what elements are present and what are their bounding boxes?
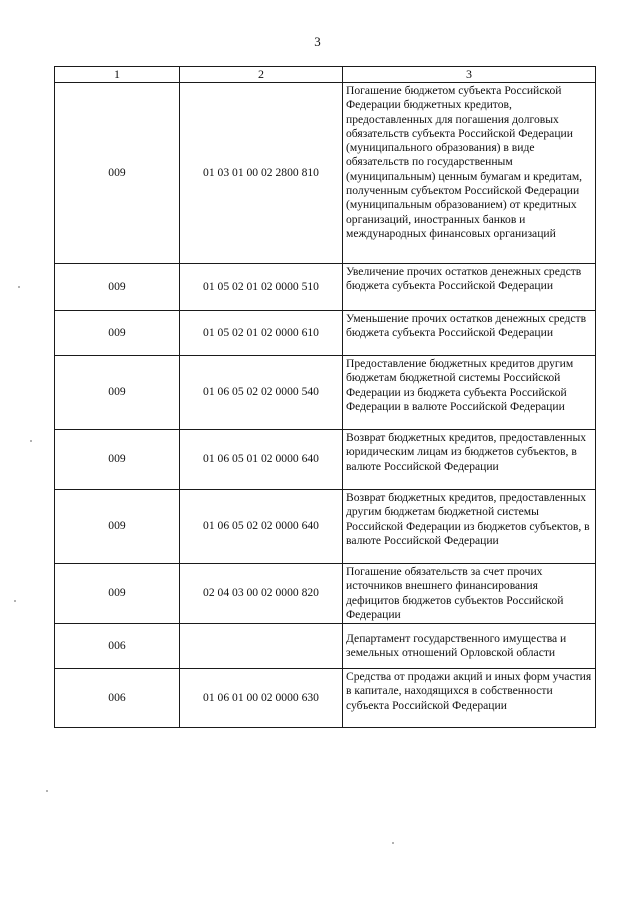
table-row xyxy=(55,430,596,490)
source-code-cell: 01 05 02 01 02 0000 510 xyxy=(180,264,343,311)
table-row xyxy=(55,83,596,264)
source-code-cell: 01 05 02 01 02 0000 610 xyxy=(180,311,343,356)
table-row xyxy=(55,669,596,728)
table-row xyxy=(55,490,596,564)
admin-code-cell: 009 xyxy=(55,490,180,564)
admin-code-cell: 009 xyxy=(55,83,180,264)
scan-speck xyxy=(14,600,16,602)
source-code-cell: 01 06 05 02 02 0000 540 xyxy=(180,356,343,430)
source-name-cell: Увеличение прочих остатков денежных средств бюджета субъекта Российской Федерации xyxy=(343,264,596,311)
source-name-cell: Уменьшение прочих остатков денежных средств бюджета субъекта Российской Федерации xyxy=(343,311,596,356)
column-header-2: 2 xyxy=(180,67,343,83)
source-code-cell xyxy=(180,624,343,669)
column-header-3: 3 xyxy=(343,67,596,83)
source-name-cell: Департамент государственного имущества и земельных отношений Орловской области xyxy=(343,624,596,669)
source-code-cell: 01 06 05 02 02 0000 640 xyxy=(180,490,343,564)
table-row xyxy=(55,264,596,311)
page-number: 3 xyxy=(314,34,321,49)
source-code-cell: 01 06 01 00 02 0000 630 xyxy=(180,669,343,728)
source-code-cell: 01 03 01 00 02 2800 810 xyxy=(180,83,343,264)
budget-sources-table xyxy=(54,66,596,728)
table-row xyxy=(55,311,596,356)
source-code-cell: 02 04 03 00 02 0000 820 xyxy=(180,564,343,624)
admin-code-cell: 009 xyxy=(55,264,180,311)
scan-speck xyxy=(30,440,32,442)
source-name-cell: Погашение обязательств за счет прочих источников внешнего финансирования дефицитов бюджетов субъектов Российской Федерации xyxy=(343,564,596,624)
admin-code-cell: 009 xyxy=(55,430,180,490)
source-name-cell: Погашение бюджетом субъекта Российской Федерации бюджетных кредитов, предоставленных для погашения долговых обязательств субъекта Российской Федерации (муниципального образования) в виде обязательств по государственным (муниципальным) ценным бумагам и кредитам, полученным субъектом Российской Федерации (муниципальным образованием) от кредитных организаций, иностранных банков и международных финансовых организаций xyxy=(343,83,596,264)
scan-speck xyxy=(392,842,394,844)
scan-speck xyxy=(18,286,20,288)
source-name-cell: Средства от продажи акций и иных форм участия в капитале, находящихся в собственности субъекта Российской Федерации xyxy=(343,669,596,728)
table-row xyxy=(55,356,596,430)
admin-code-cell: 009 xyxy=(55,564,180,624)
source-code-cell: 01 06 05 01 02 0000 640 xyxy=(180,430,343,490)
column-header-1: 1 xyxy=(55,67,180,83)
admin-code-cell: 006 xyxy=(55,624,180,669)
table-row xyxy=(55,564,596,624)
table-header-row xyxy=(55,67,596,83)
admin-code-cell: 009 xyxy=(55,311,180,356)
admin-code-cell: 006 xyxy=(55,669,180,728)
source-name-cell: Предоставление бюджетных кредитов другим бюджетам бюджетной системы Российской Федерации из бюджета субъекта Российской Федерации в валюте Российской Федерации xyxy=(343,356,596,430)
admin-code-cell: 009 xyxy=(55,356,180,430)
table-row xyxy=(55,624,596,669)
source-name-cell: Возврат бюджетных кредитов, предоставленных юридическим лицам из бюджетов субъектов, в валюте Российской Федерации xyxy=(343,430,596,490)
source-name-cell: Возврат бюджетных кредитов, предоставленных другим бюджетам бюджетной системы Российской Федерации из бюджетов субъектов, в валюте Российской Федерации xyxy=(343,490,596,564)
scan-speck xyxy=(46,790,48,792)
